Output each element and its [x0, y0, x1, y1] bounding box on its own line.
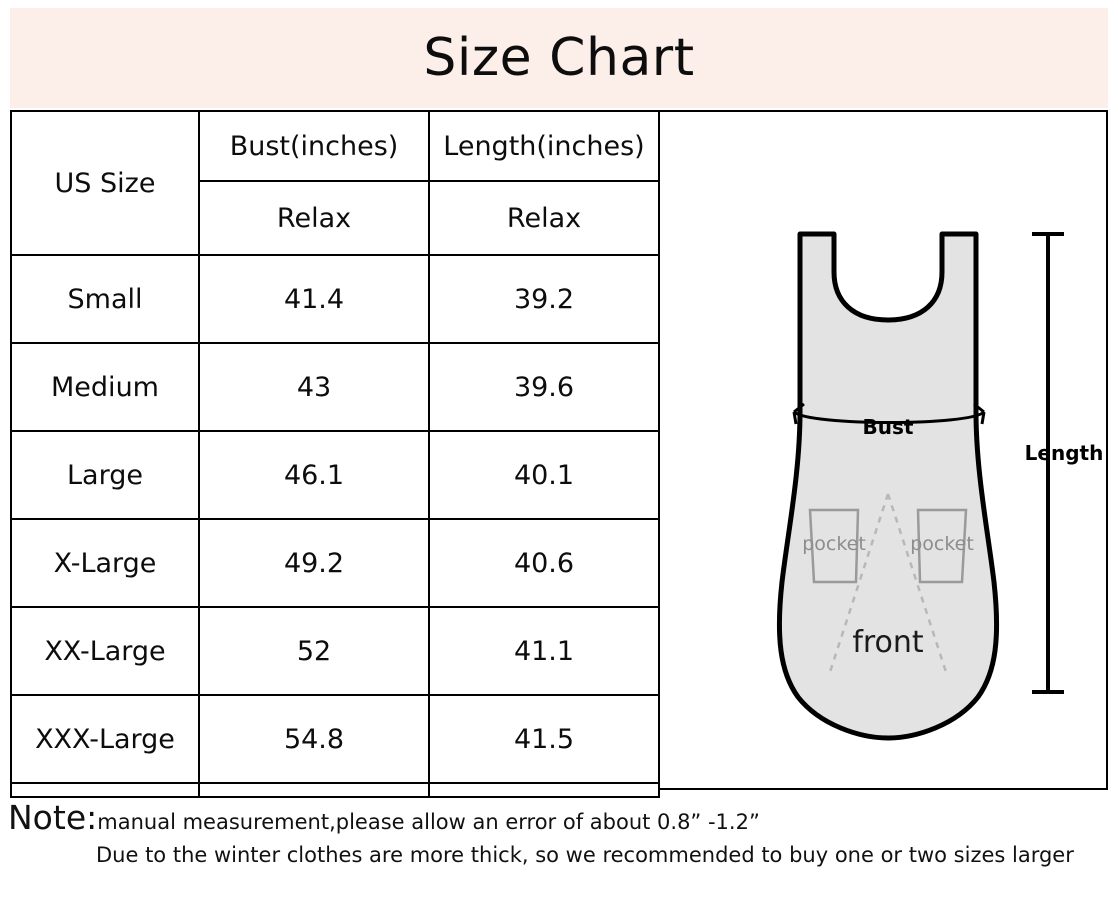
cell-size: Small: [11, 255, 199, 343]
note-label: Note:: [8, 798, 98, 837]
cell-bust: 54.8: [199, 695, 429, 783]
cell-bust: 52: [199, 607, 429, 695]
header-length: Length(inches): [429, 111, 659, 181]
cell-length: 40.6: [429, 519, 659, 607]
header-length-relax: Relax: [429, 181, 659, 255]
title-banner: [10, 8, 1108, 108]
table-row: [11, 255, 659, 343]
page-title: Size Chart: [423, 28, 695, 88]
note-text-secondary: Due to the winter clothes are more thick, so we recommended to buy one or two sizes larger: [96, 843, 1074, 868]
cell-size: XX-Large: [11, 607, 199, 695]
cell-length: 39.2: [429, 255, 659, 343]
apron-outline-shape: [779, 234, 996, 738]
header-bust-relax: Relax: [199, 181, 429, 255]
cell-size: Large: [11, 431, 199, 519]
garment-illustration-panel: [660, 110, 1108, 790]
cell-size: XXX-Large: [11, 695, 199, 783]
cell-spacer: [429, 783, 659, 797]
table-row-spacer: [11, 783, 659, 797]
bust-label: Bust: [862, 415, 914, 439]
cell-bust: 41.4: [199, 255, 429, 343]
table-row: [11, 695, 659, 783]
table-row: [11, 343, 659, 431]
cell-size: Medium: [11, 343, 199, 431]
cell-bust: 43: [199, 343, 429, 431]
cell-length: 41.5: [429, 695, 659, 783]
pocket-left-label: pocket: [802, 533, 866, 555]
note-block: [8, 800, 1114, 867]
length-label: Length: [1024, 441, 1104, 465]
cell-bust: 46.1: [199, 431, 429, 519]
cell-size: X-Large: [11, 519, 199, 607]
note-text-primary: manual measurement,please allow an error of about 0.8” -1.2”: [97, 810, 760, 834]
header-bust: Bust(inches): [199, 111, 429, 181]
table-row: [11, 607, 659, 695]
cell-spacer: [199, 783, 429, 797]
table-row: [11, 519, 659, 607]
front-label: front: [852, 625, 924, 660]
cell-length: 41.1: [429, 607, 659, 695]
apron-diagram: [660, 112, 1110, 792]
chart-area: [10, 110, 1108, 790]
table-row: [11, 431, 659, 519]
header-us-size: US Size: [11, 111, 199, 255]
cell-bust: 49.2: [199, 519, 429, 607]
cell-length: 40.1: [429, 431, 659, 519]
note-line-1: [8, 800, 1114, 836]
cell-length: 39.6: [429, 343, 659, 431]
cell-spacer: [11, 783, 199, 797]
size-table: [10, 110, 660, 798]
table-header-row-units: [11, 111, 659, 181]
pocket-right-label: pocket: [910, 533, 974, 555]
